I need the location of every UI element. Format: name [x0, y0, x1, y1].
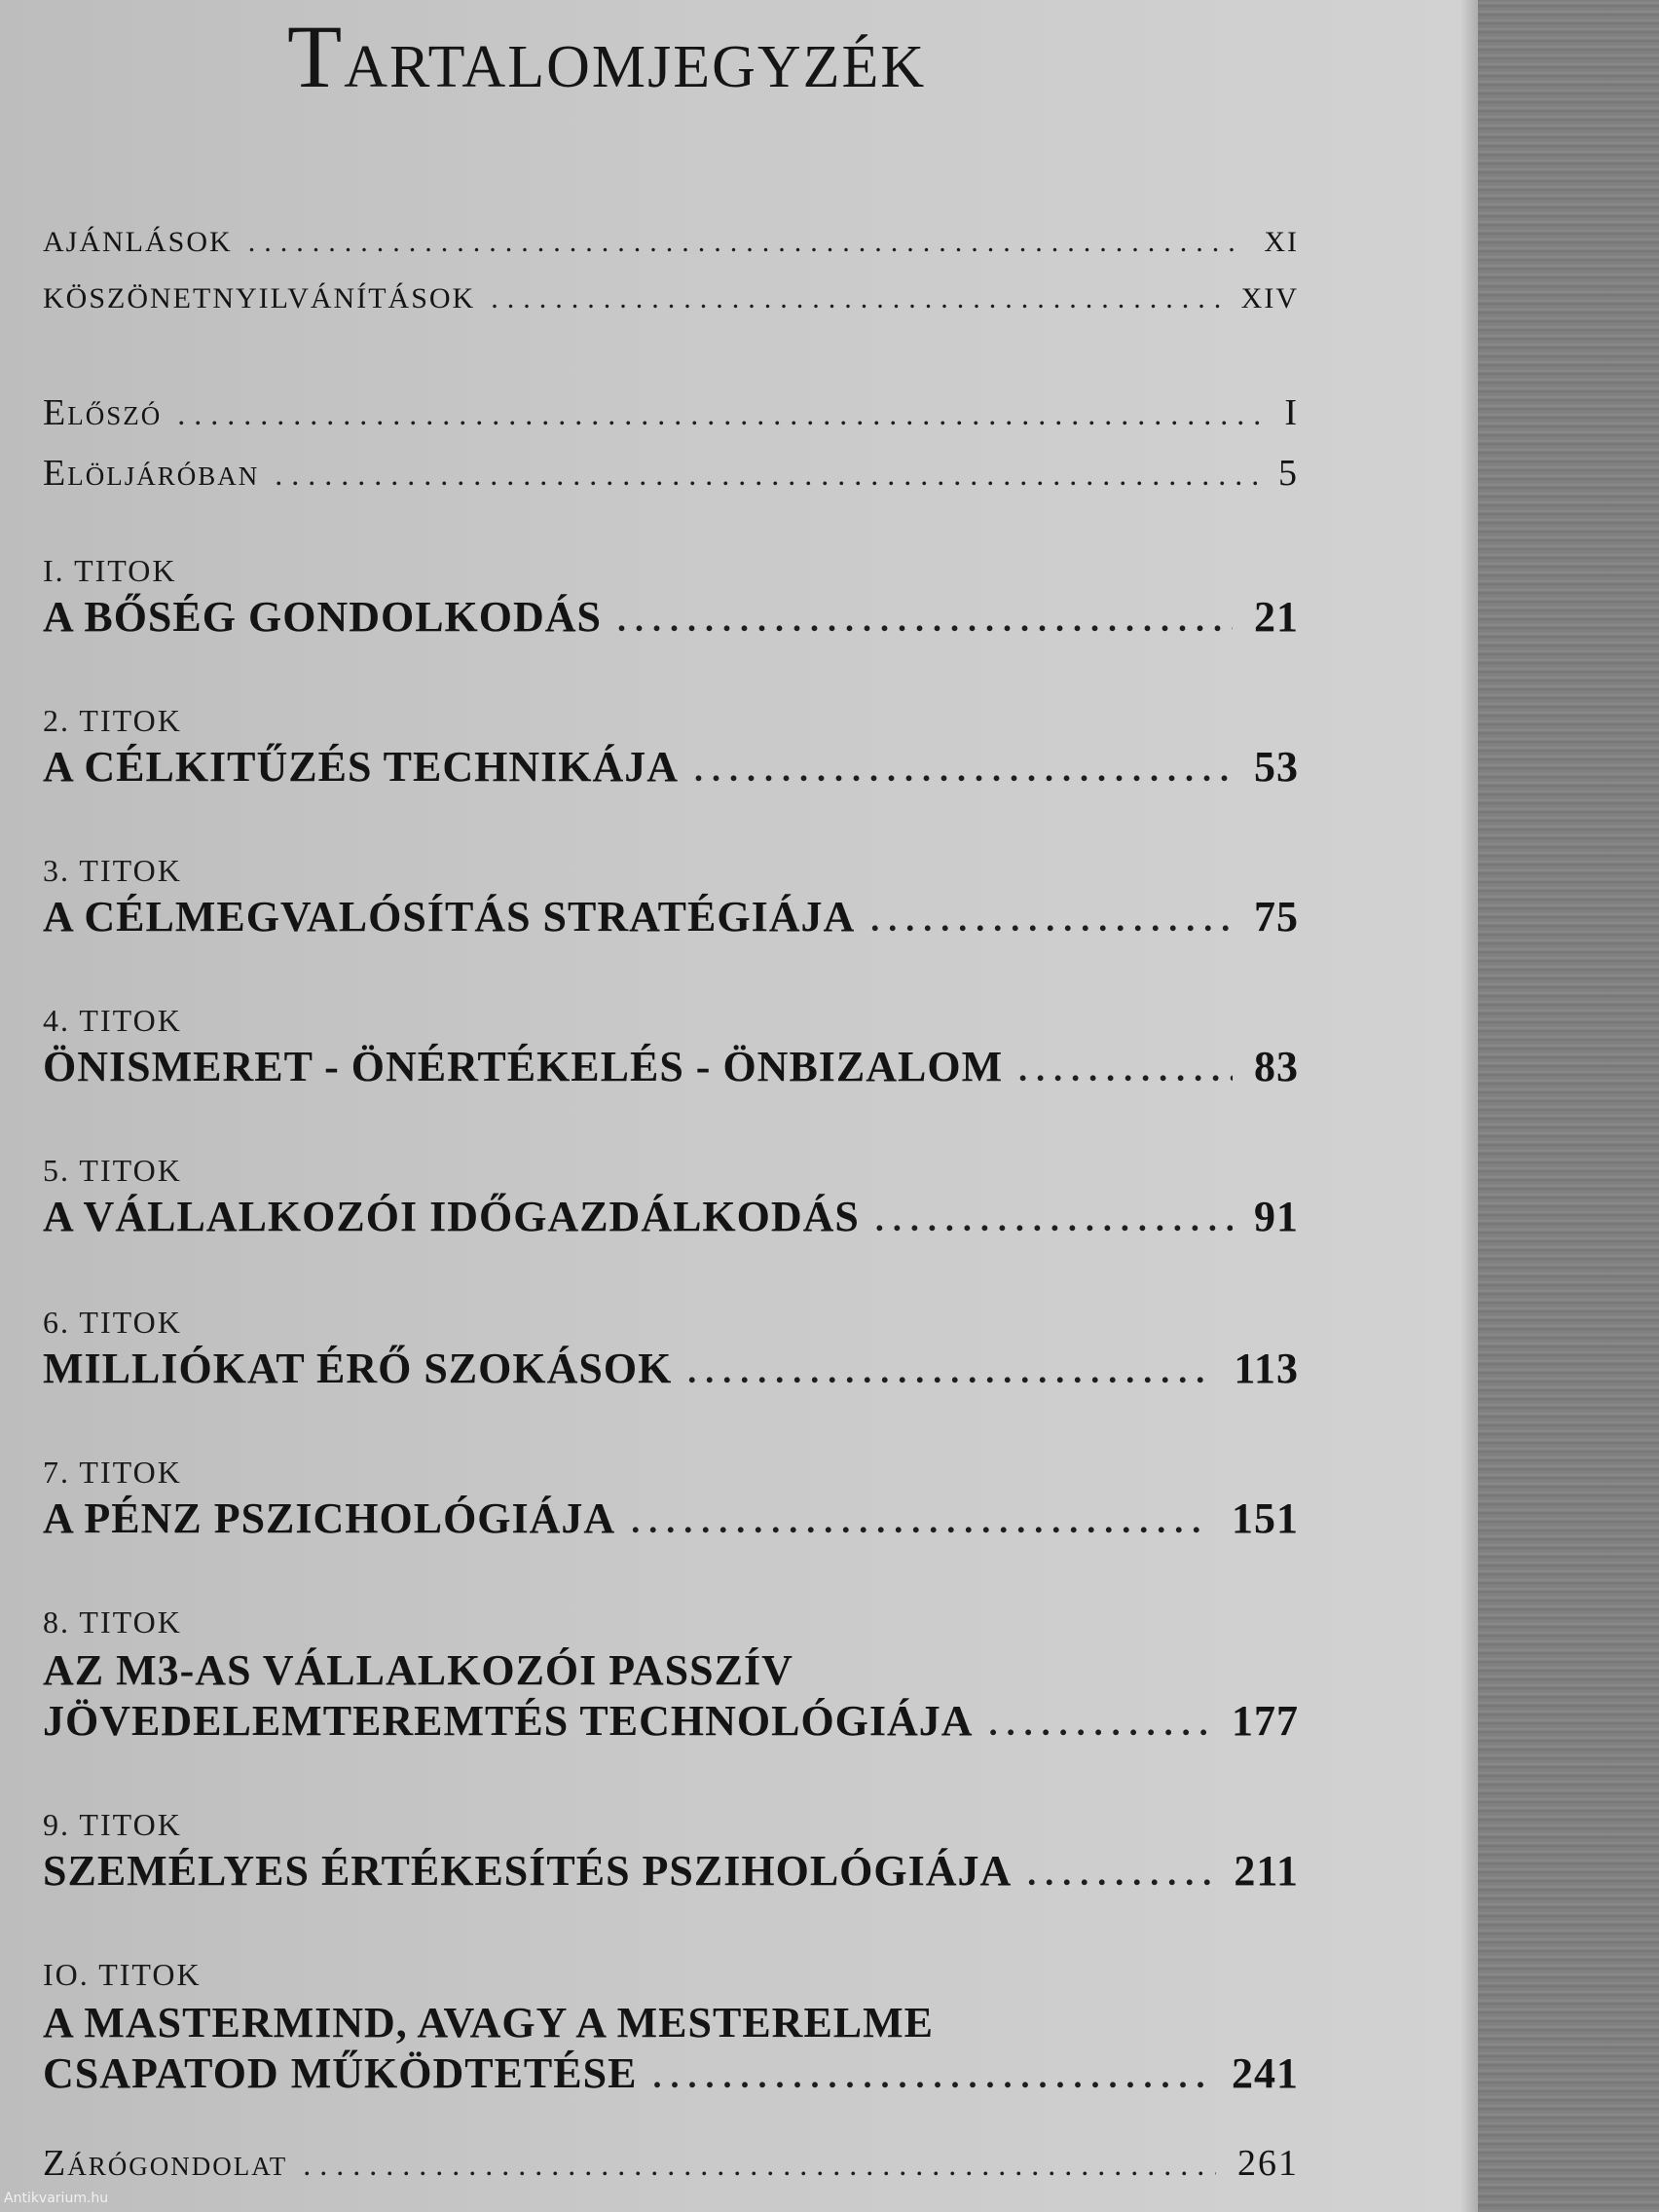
chapter-page: 83 — [1254, 1043, 1299, 1090]
chapter-title: MILLIÓKAT ÉRŐ SZOKÁSOK — [43, 1345, 673, 1392]
dot-leader — [491, 282, 1219, 315]
chapter-title-line-1: AZ M3-AS VÁLLALKOZÓI PASSZÍV — [43, 1646, 793, 1694]
toc-entry-chapter-3 — [43, 892, 1299, 941]
chapter-label: 2. TITOK — [43, 703, 182, 738]
dot-leader — [694, 749, 1233, 790]
chapter-title: A CÉLMEGVALÓSÍTÁS STRATÉGIÁJA — [43, 893, 856, 940]
chapter-title: JÖVEDELEMTEREMTÉS TECHNOLÓGIÁJA — [43, 1697, 974, 1745]
toc-entry-chapter-8 — [43, 1696, 1299, 1746]
dot-leader — [248, 226, 1243, 259]
chapter-label: IO. TITOK — [43, 1957, 202, 1992]
dot-leader — [989, 1703, 1210, 1744]
toc-entry-chapter-6 — [43, 1344, 1299, 1393]
toc-entry-eloszo — [43, 391, 1299, 434]
dot-leader — [177, 396, 1263, 432]
toc-entry-chapter-4 — [43, 1042, 1299, 1091]
toc-entry-page: I — [1284, 392, 1299, 433]
toc-entry-page: XI — [1264, 226, 1299, 258]
toc-entry-chapter-9 — [43, 1846, 1299, 1896]
toc-entry-label: Zárógondolat — [43, 2143, 288, 2184]
book-gutter — [1478, 0, 1659, 2212]
dot-leader — [303, 2147, 1216, 2183]
chapter-label: 8. TITOK — [43, 1604, 182, 1640]
dot-leader — [631, 1500, 1210, 1541]
toc-entry-label: KÖSZÖNETNYILVÁNÍTÁSOK — [43, 282, 476, 314]
title-rest: ARTALOMJEGYZÉK — [344, 34, 927, 100]
page-title — [287, 5, 926, 108]
dot-leader — [652, 2055, 1210, 2096]
chapter-page: 151 — [1232, 1494, 1299, 1542]
chapter-title: ÖNISMERET - ÖNÉRTÉKELÉS - ÖNBIZALOM — [43, 1043, 1004, 1090]
toc-entry-chapter-10 — [43, 2048, 1299, 2098]
chapter-title: SZEMÉLYES ÉRTÉKESÍTÉS PSZIHOLÓGIÁJA — [43, 1847, 1013, 1895]
toc-entry-page: 5 — [1278, 453, 1299, 494]
chapter-title: A VÁLLALKOZÓI IDŐGAZDÁLKODÁS — [43, 1193, 860, 1240]
chapter-label: 6. TITOK — [43, 1305, 182, 1340]
chapter-label: 3. TITOK — [43, 853, 182, 888]
toc-entry-chapter-2 — [43, 742, 1299, 792]
toc-entry-koszonetnyilvanitasok — [43, 282, 1299, 315]
dot-leader — [875, 1198, 1233, 1239]
chapter-page: 177 — [1232, 1697, 1299, 1745]
chapter-title: A BŐSÉG GONDOLKODÁS — [43, 593, 603, 641]
dot-leader — [1018, 1049, 1233, 1089]
chapter-label: 7. TITOK — [43, 1455, 182, 1490]
chapter-page: 113 — [1234, 1345, 1299, 1392]
dot-leader — [617, 599, 1233, 640]
chapter-label: I. TITOK — [43, 553, 177, 588]
dot-leader — [275, 457, 1257, 493]
chapter-label: 4. TITOK — [43, 1003, 182, 1038]
toc-entry-chapter-1 — [43, 592, 1299, 642]
dot-leader — [1027, 1853, 1212, 1894]
toc-entry-zarogondolat — [43, 2142, 1299, 2185]
toc-entry-page: XIV — [1240, 282, 1299, 314]
chapter-page: 21 — [1254, 593, 1299, 641]
toc-entry-page: 261 — [1237, 2143, 1299, 2184]
toc-entry-chapter-7 — [43, 1493, 1299, 1543]
dot-leader — [687, 1350, 1212, 1391]
chapter-title: A PÉNZ PSZICHOLÓGIÁJA — [43, 1494, 616, 1542]
toc-entry-label: AJÁNLÁSOK — [43, 226, 233, 258]
chapter-label: 5. TITOK — [43, 1153, 182, 1188]
toc-entry-ajanlasok — [43, 226, 1299, 259]
toc-entry-chapter-5 — [43, 1192, 1299, 1241]
chapter-page: 53 — [1254, 743, 1299, 791]
toc-entry-label: Elöljáróban — [43, 453, 260, 494]
title-initial: T — [287, 7, 345, 106]
chapter-title: CSAPATOD MŰKÖDTETÉSE — [43, 2049, 638, 2097]
chapter-page: 75 — [1254, 893, 1299, 940]
toc-entry-eloljaroban — [43, 452, 1299, 495]
watermark: Antikvarium.hu — [4, 2191, 109, 2206]
chapter-label: 9. TITOK — [43, 1807, 182, 1842]
chapter-page: 91 — [1254, 1193, 1299, 1240]
dot-leader — [870, 899, 1233, 940]
chapter-page: 241 — [1232, 2049, 1299, 2097]
toc-entry-label: Előszó — [43, 392, 163, 433]
chapter-title-line-1: A MASTERMIND, AVAGY A MESTERELME — [43, 1999, 935, 2046]
chapter-title: A CÉLKITŰZÉS TECHNIKÁJA — [43, 743, 680, 791]
chapter-page: 211 — [1234, 1847, 1299, 1895]
